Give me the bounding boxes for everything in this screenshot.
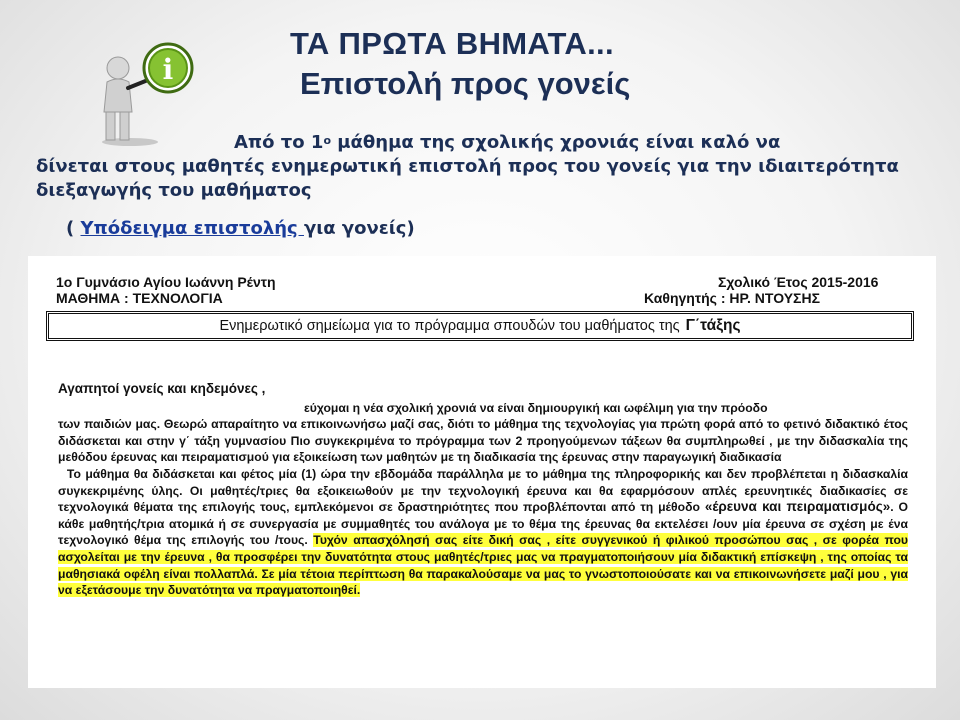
intro-rest: δίνεται στους μαθητές ενημερωτική επιστολή προς του γονείς για την ιδιαιτερότητα διεξαγωγής του μαθήματος xyxy=(36,156,899,201)
intro-part2: μάθημα της σχολικής χρονιάς είναι καλό να xyxy=(331,132,781,153)
letter-greeting: Αγαπητοί γονείς και κηδεμόνες , xyxy=(58,381,266,396)
banner-text: Ενημερωτικό σημείωμα για το πρόγραμμα σπουδών του μαθήματος της xyxy=(219,318,680,334)
intro-part1: Από το 1 xyxy=(234,132,324,153)
intro-sup: ο xyxy=(323,134,332,147)
letter-year: Σχολικό Έτος 2015-2016 xyxy=(718,274,879,290)
letter-banner xyxy=(46,311,914,341)
letter-paragraph-1: των παιδιών μας. Θεωρώ απαραίτητο να επικοινωνήσω μαζί σας, διότι το μάθημα της τεχνολογίας για πρώτη φορά από το φετινό διδακτικό έτος διδάσκεται και στην γ΄ τάξη γυμνασίου Πιο συγκεκριμένα το πρόγραμμα των 2 προηγούμενων τάξεων θα συμπληρωθεί , με την διδασκαλία της μεθόδου έρευνας και πειραματισμού για εξοικείωση των μαθητών με τη διαδικασία της έρευνας στην παραγωγική διαδικασία xyxy=(58,417,908,465)
letter-school: 1ο Γυμνάσιο Αγίου Ιωάννη Ρέντη xyxy=(56,274,276,290)
letter-image xyxy=(28,256,936,688)
intro-text xyxy=(36,131,936,203)
letter-body xyxy=(58,381,908,599)
sample-close: για γονείς) xyxy=(303,218,415,239)
letter-subject: ΜΑΘΗΜΑ : ΤΕΧΝΟΛΟΓΙΑ xyxy=(56,290,223,306)
banner-class: Γ΄τάξης xyxy=(685,317,741,334)
letter-paragraph-2-cont: . Ο κάθε μαθητής/τρια ατομικά ή σε συνεργασία με συμμαθητές του ανάλογα με το θέμα της έρευνας θα εκτελέσει /ουν μία έρευνα σε σχέση με ένα τεχνολογικό θέμα της επιλογής του /τους. xyxy=(58,500,908,548)
sample-letter-link[interactable]: Υπόδειγμα επιστολής xyxy=(80,218,304,239)
letter-method: «έρευνα και πειραματισμός» xyxy=(704,499,891,515)
sample-letter-line xyxy=(66,218,415,239)
slide-title: ΤΑ ΠΡΩΤΑ ΒΗΜΑΤΑ... xyxy=(290,26,614,61)
letter-highlight: Τυχόν απασχόλησή σας είτε δική σας , είτε συγγενικού ή φιλικού προσώπου σας , σε φορέα που ασχολείται με την έρευνα , θα προσφέρει την δυνατότητα στους μαθητές/τριες μας να πραγματοποιήσουν μία διδακτική επίσκεψη , της οποίας τα μαθησιακά οφέλη είναι πολλαπλά. Σε μία τέτοια περίπτωση θα παρακαλούσαμε να μας το γνωστοποιούσατε και να επικοινωνήσετε μαζί μου , για να εξετάσουμε την δυνατότητα να πραγματοποιηθεί. xyxy=(58,533,908,598)
letter-wish: εύχομαι η νέα σχολική χρονιά να είναι δημιουργική και ωφέλιμη για την πρόοδο xyxy=(304,400,768,415)
sample-open: ( xyxy=(66,218,81,239)
letter-teacher: Καθηγητής : ΗΡ. ΝΤΟΥΣΗΣ xyxy=(644,290,820,306)
info-icon-letter: i xyxy=(162,53,174,86)
slide-subtitle: Επιστολή προς γονείς xyxy=(300,66,631,101)
letter-paragraph-2: Το μάθημα θα διδάσκεται και φέτος μία (1) ώρα την εβδομάδα παράλληλα με το μάθημα της πληροφορικής και δεν προβλέπεται η διδασκαλία συγκεκριμένης ύλης. Οι μαθητές/τριες θα εξοικειωθούν με την τεχνολογική έρευνα και θα εφαρμόσουν απλές ερευνητικές διαδικασίες σε τεχνολογικά θέματα της επιλογής τους, εμπλεκόμενοι σε δραστηριότητες που προβλέπονται από τη μέθοδο xyxy=(58,466,908,515)
